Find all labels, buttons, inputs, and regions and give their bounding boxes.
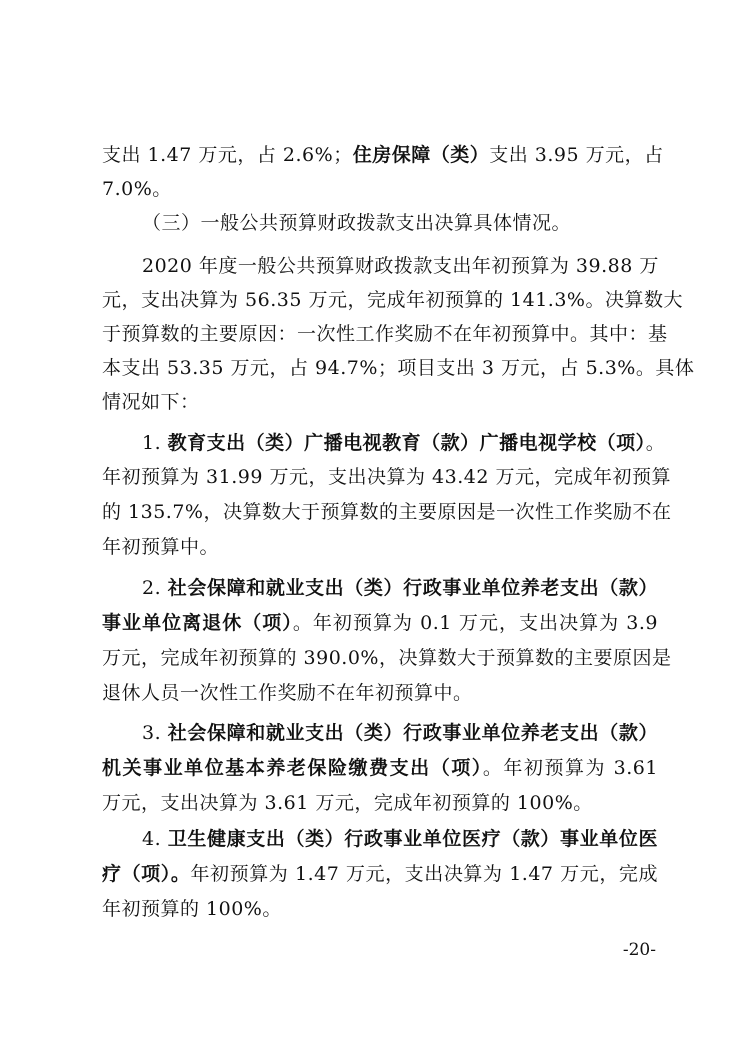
- bold-text-segment: 住房保障（类）: [352, 144, 490, 166]
- text-segment: 3.: [142, 722, 168, 744]
- bold-text-segment: 社会保障和就业支出（类）行政事业单位养老支出（款）: [167, 577, 658, 599]
- item-heading: [142, 432, 666, 454]
- text-line: [102, 900, 658, 919]
- text-line: [142, 257, 658, 276]
- text-line: [102, 289, 683, 311]
- bold-text-segment: 疗（项）。: [102, 863, 191, 885]
- text-line: [102, 684, 658, 703]
- text-segment: （三）一般公共预算财政拨款支出决算具体情况。: [142, 212, 572, 234]
- text-line: [102, 794, 658, 813]
- item-heading: [142, 830, 658, 849]
- text-segment: 2020 年度一般公共预算财政拨款支出年初预算为 39.88 万: [142, 255, 659, 277]
- text-line: [102, 357, 695, 379]
- text-line: [102, 865, 658, 884]
- bold-text-segment: 社会保障和就业支出（类）行政事业单位养老支出（款）: [167, 722, 658, 744]
- text-segment: 2.: [142, 577, 168, 599]
- page-number: -20-: [622, 940, 656, 960]
- text-line: [102, 144, 664, 166]
- text-segment: 1.: [142, 432, 168, 454]
- text-segment: 的 135.7%，决算数大于预算数的主要原因是一次性工作奖励不在: [102, 501, 672, 523]
- bold-text-segment: 事业单位离退休（项）: [102, 612, 293, 634]
- text-segment: 年初预算的 100%。: [102, 898, 282, 920]
- text-segment: 。年初预算为 3.61: [482, 757, 658, 779]
- text-line: [102, 647, 672, 669]
- text-line: [102, 393, 658, 412]
- text-segment: 。年初预算为 0.1 万元，支出决算为 3.9: [292, 612, 658, 634]
- text-segment: 年初预算中。: [102, 536, 220, 558]
- text-segment: 年初预算为 1.47 万元，支出决算为 1.47 万元，完成: [190, 863, 658, 885]
- text-segment: 。: [645, 432, 666, 454]
- text-segment: 支出 1.47 万元，占 2.6%；: [102, 144, 353, 166]
- text-segment: 万元，支出决算为 3.61 万元，完成年初预算的 100%。: [102, 792, 593, 814]
- text-line: [102, 538, 658, 557]
- text-segment: 情况如下：: [102, 391, 200, 413]
- text-line: [102, 323, 668, 345]
- text-segment: 于预算数的主要原因：一次性工作奖励不在年初预算中。其中：基: [102, 323, 668, 345]
- item-heading: [142, 724, 658, 743]
- text-segment: 支出 3.95 万元，占: [489, 144, 664, 166]
- text-segment: 年初预算为 31.99 万元，支出决算为 43.42 万元，完成年初预算: [102, 466, 671, 488]
- bold-text-segment: 卫生健康支出（类）行政事业单位医疗（款）事业单位医: [167, 828, 658, 850]
- bold-text-segment: 机关事业单位基本养老保险缴费支出（项）: [102, 757, 483, 779]
- section-heading: [142, 214, 658, 233]
- bold-text-segment: 教育支出（类）广播电视教育（款）广播电视学校（项）: [167, 432, 646, 454]
- text-line: [102, 614, 658, 633]
- text-line: [102, 466, 671, 488]
- text-segment: 万元，完成年初预算的 390.0%，决算数大于预算数的主要原因是: [102, 647, 672, 669]
- text-segment: 7.0%。: [102, 178, 172, 200]
- text-line: [102, 180, 658, 199]
- text-line: [102, 759, 658, 778]
- item-heading: [142, 579, 658, 598]
- text-segment: 本支出 53.35 万元，占 94.7%；项目支出 3 万元，占 5.3%。具体: [102, 357, 695, 379]
- text-segment: 元，支出决算为 56.35 万元，完成年初预算的 141.3%。决算数大: [102, 289, 683, 311]
- text-segment: 4.: [142, 828, 168, 850]
- text-segment: 退休人员一次性工作奖励不在年初预算中。: [102, 682, 473, 704]
- text-line: [102, 501, 672, 523]
